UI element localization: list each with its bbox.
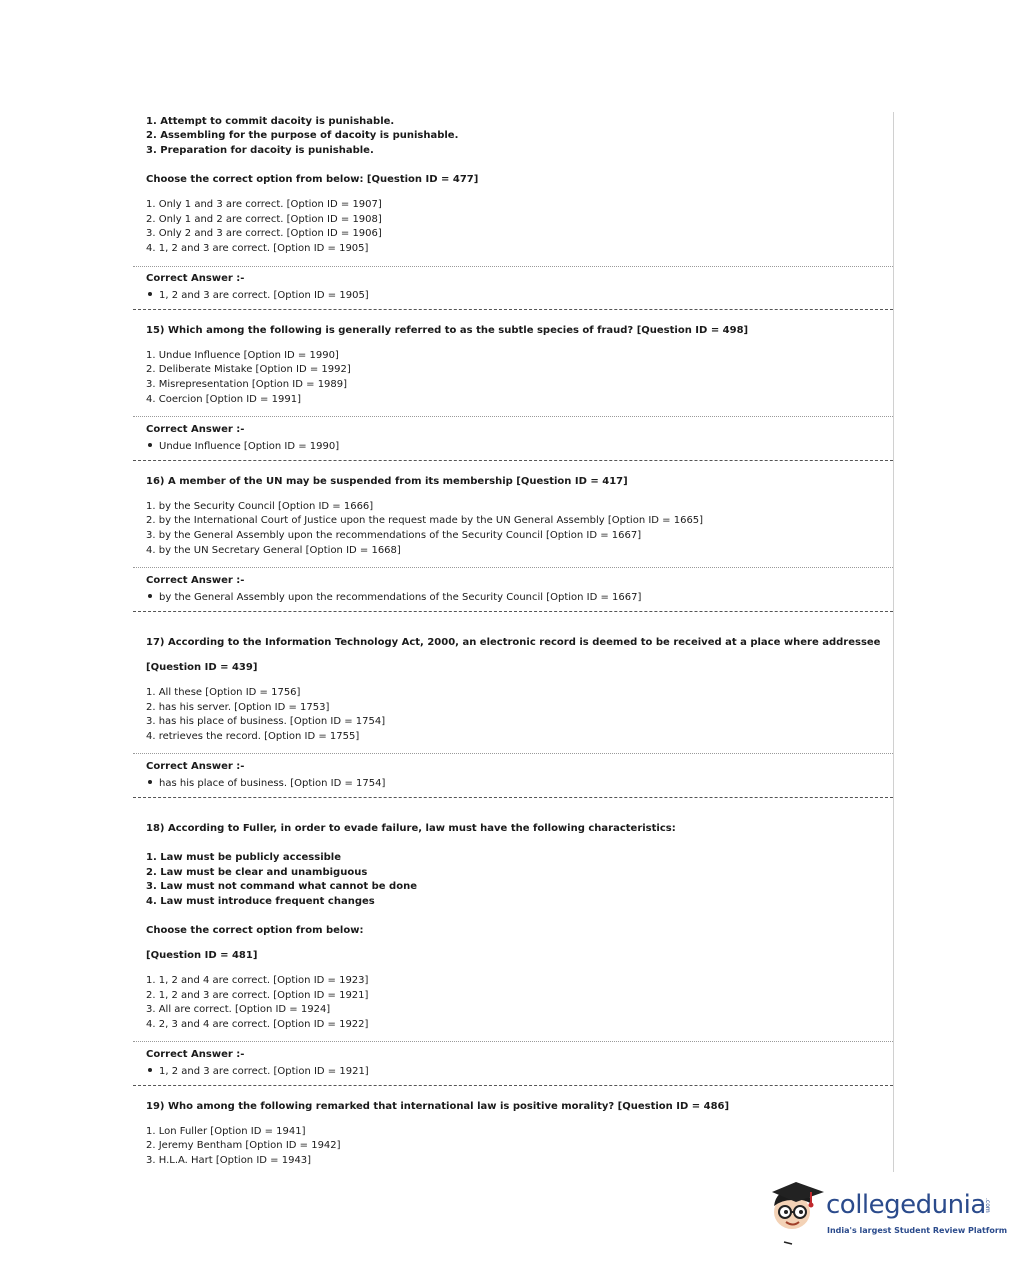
option: 3. has his place of business. [Option ID = 1754] xyxy=(146,716,386,727)
question-text: 17) According to the Information Technology Act, 2000, an electronic record is deemed to be received at a place where addressee xyxy=(146,637,881,648)
bullet-icon xyxy=(148,292,152,296)
question-text: 16) A member of the UN may be suspended from its membership [Question ID = 417] xyxy=(146,476,628,487)
option: 1. by the Security Council [Option ID = 1666] xyxy=(146,501,374,512)
answer-row xyxy=(146,440,339,453)
bullet-icon xyxy=(148,1068,152,1072)
option: 3. by the General Assembly upon the recommendations of the Security Council [Option ID = 1667] xyxy=(146,530,642,541)
mascot-icon xyxy=(766,1178,826,1250)
question-prompt: Choose the correct option from below: [Question ID = 477] xyxy=(146,174,479,185)
bullet-icon xyxy=(148,594,152,598)
answer-label: Correct Answer :- xyxy=(146,761,245,772)
divider xyxy=(133,797,893,798)
logo-domain: .com xyxy=(984,1198,991,1213)
option: 2. Deliberate Mistake [Option ID = 1992] xyxy=(146,364,351,375)
divider xyxy=(133,266,893,267)
question-text: 19) Who among the following remarked that international law is positive morality? [Question ID = 486] xyxy=(146,1101,730,1112)
bullet-icon xyxy=(148,443,152,447)
option: 1. Lon Fuller [Option ID = 1941] xyxy=(146,1126,306,1137)
divider xyxy=(133,611,893,612)
collegedunia-logo xyxy=(766,1178,1008,1250)
option: 2. 1, 2 and 3 are correct. [Option ID = 1921] xyxy=(146,990,369,1001)
option: 2. Only 1 and 2 are correct. [Option ID = 1908] xyxy=(146,214,382,225)
answer-row xyxy=(146,777,385,790)
answer-label: Correct Answer :- xyxy=(146,1049,245,1060)
statement: 3. Law must not command what cannot be done xyxy=(146,881,417,892)
question-text: 18) According to Fuller, in order to evade failure, law must have the following characteristics: xyxy=(146,823,676,834)
option: 4. retrieves the record. [Option ID = 1755] xyxy=(146,731,360,742)
statement: 1. Attempt to commit dacoity is punishable. xyxy=(146,116,395,127)
option: 2. has his server. [Option ID = 1753] xyxy=(146,702,330,713)
option: 3. Misrepresentation [Option ID = 1989] xyxy=(146,379,348,390)
correct-answer: has his place of business. [Option ID = 1754] xyxy=(159,778,386,789)
answer-row xyxy=(146,289,369,302)
option: 4. 1, 2 and 3 are correct. [Option ID = 1905] xyxy=(146,243,369,254)
correct-answer: Undue Influence [Option ID = 1990] xyxy=(159,441,340,452)
option: 3. All are correct. [Option ID = 1924] xyxy=(146,1004,331,1015)
statement: 3. Preparation for dacoity is punishable. xyxy=(146,145,374,156)
answer-row xyxy=(146,591,641,604)
logo-tagline: India's largest Student Review Platform xyxy=(827,1226,1008,1235)
statement: 2. Law must be clear and unambiguous xyxy=(146,867,368,878)
question-prompt: Choose the correct option from below: xyxy=(146,925,364,936)
divider xyxy=(133,1041,893,1042)
statement: 2. Assembling for the purpose of dacoity is punishable. xyxy=(146,130,459,141)
question-sheet xyxy=(133,112,894,1172)
option: 1. All these [Option ID = 1756] xyxy=(146,687,301,698)
question-id: [Question ID = 481] xyxy=(146,950,258,961)
divider xyxy=(133,753,893,754)
answer-label: Correct Answer :- xyxy=(146,273,245,284)
option: 1. Only 1 and 3 are correct. [Option ID = 1907] xyxy=(146,199,382,210)
question-text: 15) Which among the following is generally referred to as the subtle species of fraud? [Question ID = 498] xyxy=(146,325,749,336)
option: 1. 1, 2 and 4 are correct. [Option ID = 1923] xyxy=(146,975,369,986)
option: 1. Undue Influence [Option ID = 1990] xyxy=(146,350,339,361)
divider xyxy=(133,309,893,310)
question-id: [Question ID = 439] xyxy=(146,662,258,673)
bullet-icon xyxy=(148,780,152,784)
option: 3. H.L.A. Hart [Option ID = 1943] xyxy=(146,1155,312,1166)
logo-wordmark: collegedunia xyxy=(826,1190,986,1220)
correct-answer: 1, 2 and 3 are correct. [Option ID = 1921] xyxy=(159,1066,369,1077)
divider xyxy=(133,567,893,568)
divider xyxy=(133,1085,893,1086)
statement: 4. Law must introduce frequent changes xyxy=(146,896,375,907)
option: 4. 2, 3 and 4 are correct. [Option ID = 1922] xyxy=(146,1019,369,1030)
statement: 1. Law must be publicly accessible xyxy=(146,852,341,863)
divider xyxy=(133,460,893,461)
correct-answer: 1, 2 and 3 are correct. [Option ID = 1905] xyxy=(159,290,369,301)
option: 2. Jeremy Bentham [Option ID = 1942] xyxy=(146,1140,341,1151)
answer-row xyxy=(146,1065,369,1078)
option: 2. by the International Court of Justice upon the request made by the UN General Assembly [Option ID = 1665] xyxy=(146,515,704,526)
option: 4. by the UN Secretary General [Option ID = 1668] xyxy=(146,545,401,556)
answer-label: Correct Answer :- xyxy=(146,424,245,435)
option: 4. Coercion [Option ID = 1991] xyxy=(146,394,301,405)
answer-label: Correct Answer :- xyxy=(146,575,245,586)
divider xyxy=(133,416,893,417)
correct-answer: by the General Assembly upon the recommendations of the Security Council [Option ID = 1667] xyxy=(159,592,642,603)
option: 3. Only 2 and 3 are correct. [Option ID = 1906] xyxy=(146,228,382,239)
